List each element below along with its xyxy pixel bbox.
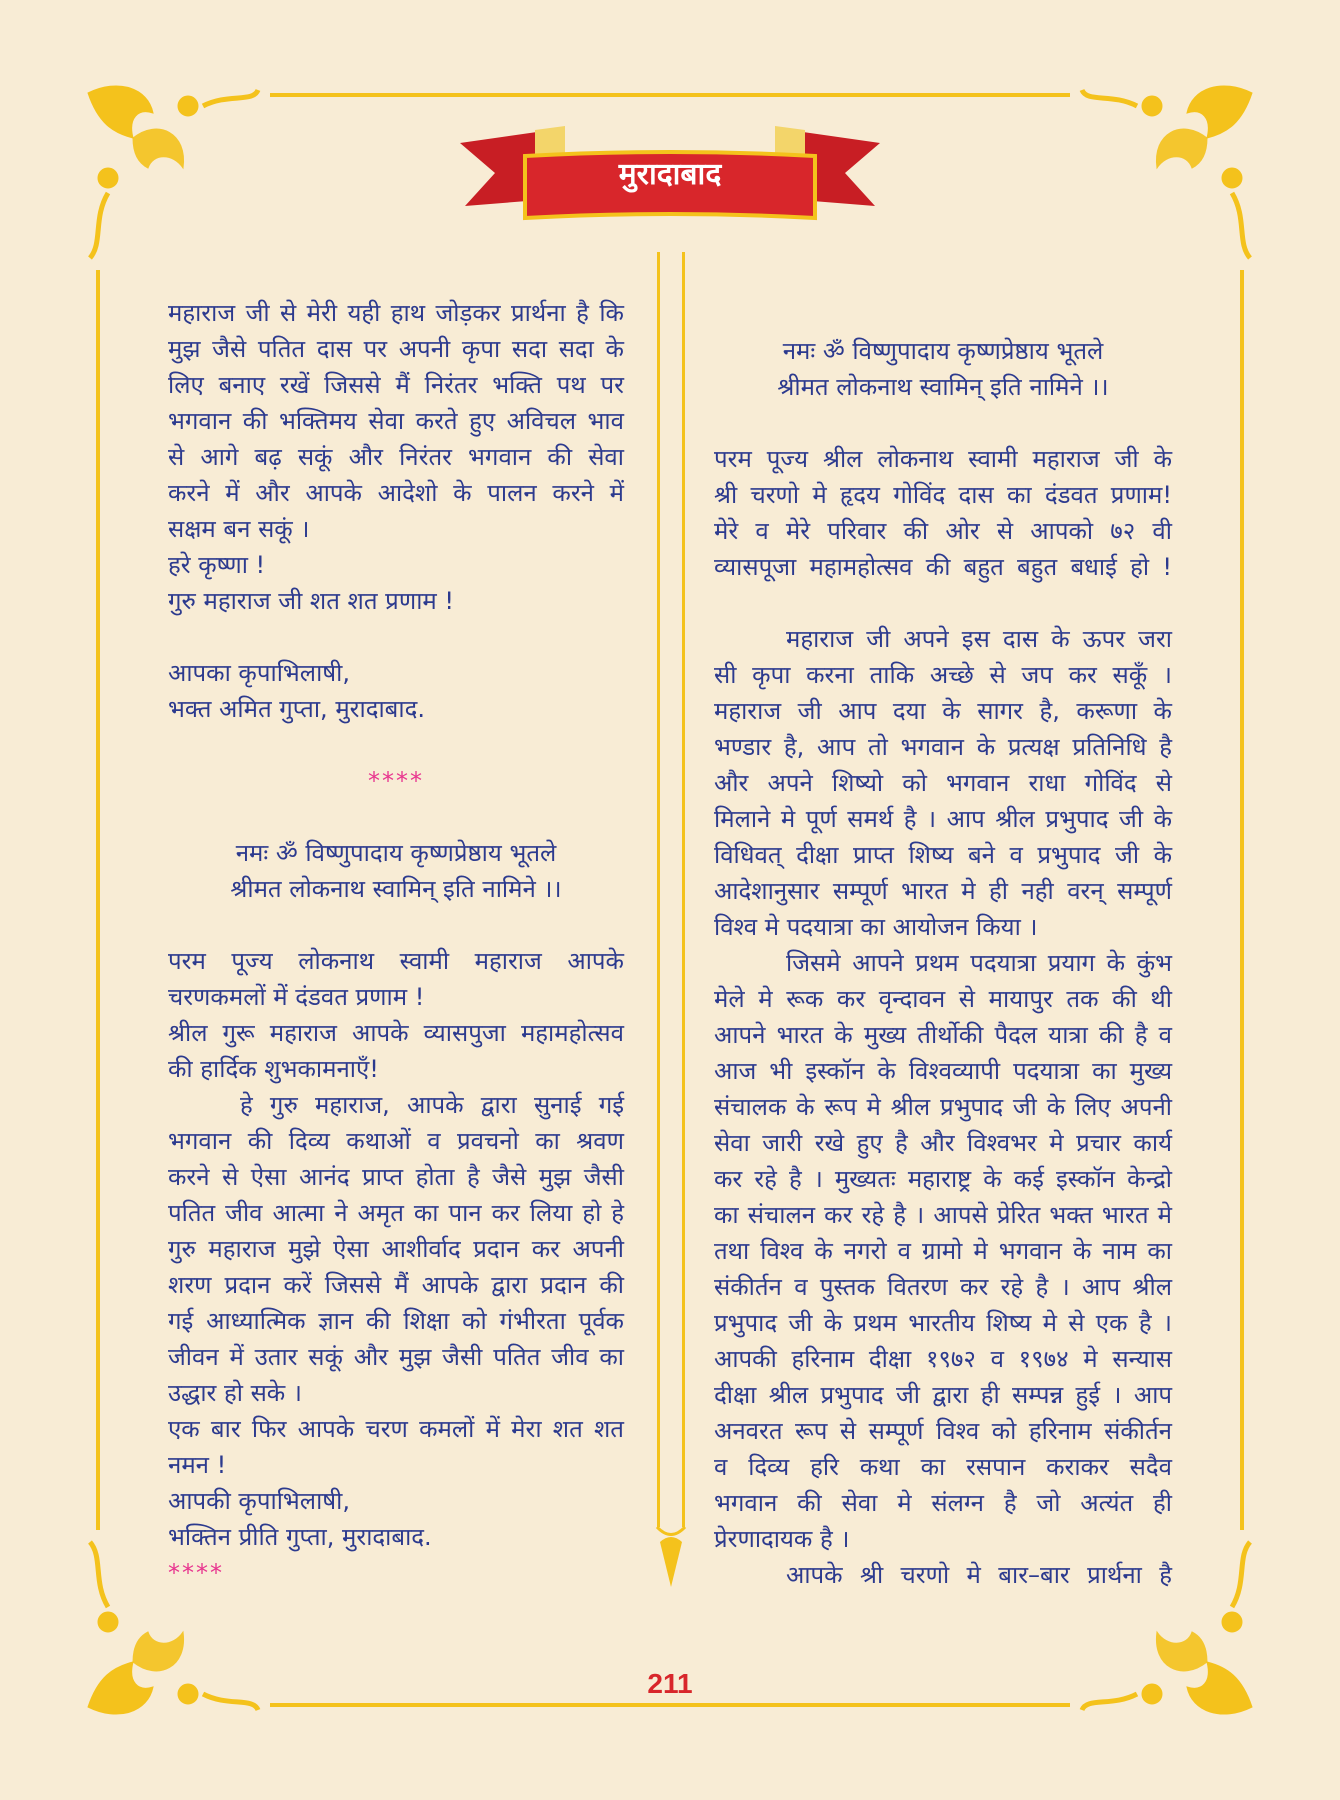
blank-line — [168, 727, 624, 763]
text-line: आपका कृपाभिलाषी, — [168, 659, 351, 687]
text-line: एक बार फिर आपके चरण कमलों में मेरा शत शत — [168, 1415, 624, 1443]
separator-stars: **** — [368, 767, 424, 795]
center-divider — [655, 252, 687, 1592]
text-line: लिए बनाए रखें जिससे मैं निरंतर भक्ति पथ पर — [168, 371, 624, 399]
text-line: गई आध्यात्मिक ज्ञान की शिक्षा को गंभीरता पूर्वक — [168, 1307, 624, 1335]
text-line: श्रीमत लोकनाथ स्वामिन् इति नामिने ।। — [230, 875, 562, 903]
blank-line — [714, 585, 1172, 621]
pendant-drop-icon — [660, 1537, 682, 1587]
corner-ornament-top-left — [78, 78, 278, 278]
text-line: मेले मे रूक कर वृन्दावन से मायापुर तक की थी — [714, 985, 1172, 1013]
text-line: विधिवत् दीक्षा प्राप्त शिष्य बने व प्रभुपाद जी के — [714, 841, 1172, 869]
text-line: भगवान की दिव्य कथाओं व प्रवचनो का श्रवण — [168, 1127, 624, 1155]
blank-line — [714, 405, 1172, 441]
text-line: महाराज जी से मेरी यही हाथ जोड़कर प्रार्थना है कि — [168, 299, 624, 327]
right-border-line — [1240, 270, 1244, 1530]
text-line: दीक्षा श्रील प्रभुपाद जी द्वारा ही सम्पन्न हुई । आप — [714, 1381, 1172, 1409]
text-line: भण्डार है, आप तो भगवान के प्रत्यक्ष प्रतिनिधि है — [714, 733, 1172, 761]
text-line: और अपने शिष्यो को भगवान राधा गोविंद से — [714, 769, 1172, 797]
text-line: महाराज जी आप दया के सागर है, करूणा के — [714, 697, 1172, 725]
text-line: विश्व मे पदयात्रा का आयोजन किया । — [714, 913, 1038, 941]
text-line: का संचालन कर रहे है । आपसे प्रेरित भक्त भारत मे — [714, 1201, 1172, 1229]
text-line: हे गुरु महाराज, आपके द्वारा सुनाई गई — [240, 1091, 624, 1119]
text-line: व दिव्य हरि कथा का रसपान कराकर सदैव — [714, 1453, 1172, 1481]
text-line: अनवरत रूप से सम्पूर्ण विश्व को हरिनाम संकीर्तन — [714, 1417, 1172, 1445]
text-line: प्रभुपाद जी के प्रथम भारतीय शिष्य मे से एक है । — [714, 1309, 1172, 1337]
text-line: सक्षम बन सकूं । — [168, 515, 310, 543]
text-line: चरणकमलों में दंडवत प्रणाम ! — [168, 983, 425, 1011]
blank-line — [168, 619, 624, 655]
text-line: परम पूज्य श्रील लोकनाथ स्वामी महाराज जी के — [714, 445, 1172, 473]
text-line: आपके श्री चरणो मे बार–बार प्रार्थना है — [786, 1561, 1172, 1589]
text-line: करने से ऐसा आनंद प्राप्त होता है जैसे मुझ जैसी — [168, 1163, 624, 1191]
separator-stars: **** — [168, 1559, 224, 1587]
top-border-line — [270, 93, 1070, 97]
text-line: श्रीमत लोकनाथ स्वामिन् इति नामिने ।। — [777, 373, 1109, 401]
text-line: महाराज जी अपने इस दास के ऊपर जरा — [786, 625, 1172, 653]
text-line: परम पूज्य लोकनाथ स्वामी महाराज आपके — [168, 947, 624, 975]
corner-ornament-top-right — [1062, 78, 1262, 278]
bottom-border-line — [270, 1703, 1070, 1707]
text-line: भक्तिन प्रीति गुप्ता, मुरादाबाद. — [168, 1523, 432, 1551]
text-line: व्यासपूजा महामहोत्सव की बहुत बहुत बधाई हो ! — [714, 553, 1172, 581]
text-line: नमन ! — [168, 1451, 227, 1479]
text-line: जीवन में उतार सकूं और मुझ जैसी पतित जीव का — [168, 1343, 624, 1371]
text-line: आदेशानुसार सम्पूर्ण भारत मे ही नही वरन् सम्पूर्ण — [714, 877, 1172, 905]
text-line: सेवा जारी रखे हुए है और विश्वभर मे प्रचार कार्य — [714, 1129, 1172, 1157]
blank-line — [168, 907, 624, 943]
text-line: नमः ॐ विष्णुपादाय कृष्णप्रेष्ठाय भूतले — [235, 839, 557, 867]
left-border-line — [96, 270, 100, 1530]
text-line: से आगे बढ़ सकूं और निरंतर भगवान की सेवा — [168, 443, 624, 471]
text-line: संचालक के रूप मे श्रील प्रभुपाद जी के लिए अपनी — [714, 1093, 1172, 1121]
text-line: गुरु महाराज जी शत शत प्रणाम ! — [168, 587, 455, 615]
text-line: मेरे व मेरे परिवार की ओर से आपको ७२ वी — [714, 517, 1172, 545]
text-line: आपने भारत के मुख्य तीर्थोकी पैदल यात्रा की है व — [714, 1021, 1172, 1049]
text-line: आपकी कृपाभिलाषी, — [168, 1487, 351, 1515]
text-line: जिसमे आपने प्रथम पदयात्रा प्रयाग के कुंभ — [786, 949, 1172, 977]
text-line: शरण प्रदान करें जिससे मैं आपके द्वारा प्रदान की — [168, 1271, 624, 1299]
text-line: नमः ॐ विष्णुपादाय कृष्णप्रेष्ठाय भूतले — [782, 337, 1104, 365]
text-line: आज भी इस्कॉन के विश्वव्यापी पदयात्रा का मुख्य — [714, 1057, 1172, 1085]
text-line: भगवान की भक्तिमय सेवा करते हुए अविचल भाव — [168, 407, 624, 435]
text-line: भगवान की सेवा मे संलग्न है जो अत्यंत ही — [714, 1489, 1172, 1517]
right-column — [714, 333, 1172, 1593]
text-line: मुझ जैसे पतित दास पर अपनी कृपा सदा सदा के — [168, 335, 624, 363]
text-line: हरे कृष्णा ! — [168, 551, 266, 579]
text-line: सी कृपा करना ताकि अच्छे से जप कर सकूँ । — [714, 661, 1172, 689]
text-line: गुरु महाराज मुझे ऐसा आशीर्वाद प्रदान कर अपनी — [168, 1235, 624, 1263]
text-line: संकीर्तन व पुस्तक वितरण कर रहे है । आप श्रील — [714, 1273, 1172, 1301]
left-column — [168, 295, 624, 1591]
text-line: करने में और आपके आदेशो के पालन करने में — [168, 479, 624, 507]
page-number: 211 — [647, 1668, 693, 1699]
text-line: की हार्दिक शुभकामनाएँ! — [168, 1055, 379, 1083]
text-line: तथा विश्व के नगरो व ग्रामो मे भगवान के नाम का — [714, 1237, 1172, 1265]
page-title: मुरादाबाद — [618, 157, 722, 192]
text-line: मिलाने मे पूर्ण समर्थ है । आप श्रील प्रभुपाद जी के — [714, 805, 1172, 833]
title-ribbon-banner — [455, 118, 885, 230]
text-line: आपकी हरिनाम दीक्षा १९७२ व १९७४ मे सन्यास — [714, 1345, 1172, 1373]
text-line: कर रहे है । मुख्यतः महाराष्ट्र के कई इस्कॉन केन्द्रो — [714, 1165, 1172, 1193]
text-line: भक्त अमित गुप्ता, मुरादाबाद. — [168, 695, 425, 723]
text-line: श्री चरणो मे हृदय गोविंद दास का दंडवत प्रणाम! — [714, 481, 1172, 509]
blank-line — [168, 799, 624, 835]
text-line: पतित जीव आत्मा ने अमृत का पान कर लिया हो हे — [168, 1199, 624, 1227]
text-line: उद्धार हो सके । — [168, 1379, 302, 1407]
text-line: श्रील गुरू महाराज आपके व्यासपुजा महामहोत्सव — [168, 1019, 624, 1047]
text-line: प्रेरणादायक है । — [714, 1525, 850, 1553]
